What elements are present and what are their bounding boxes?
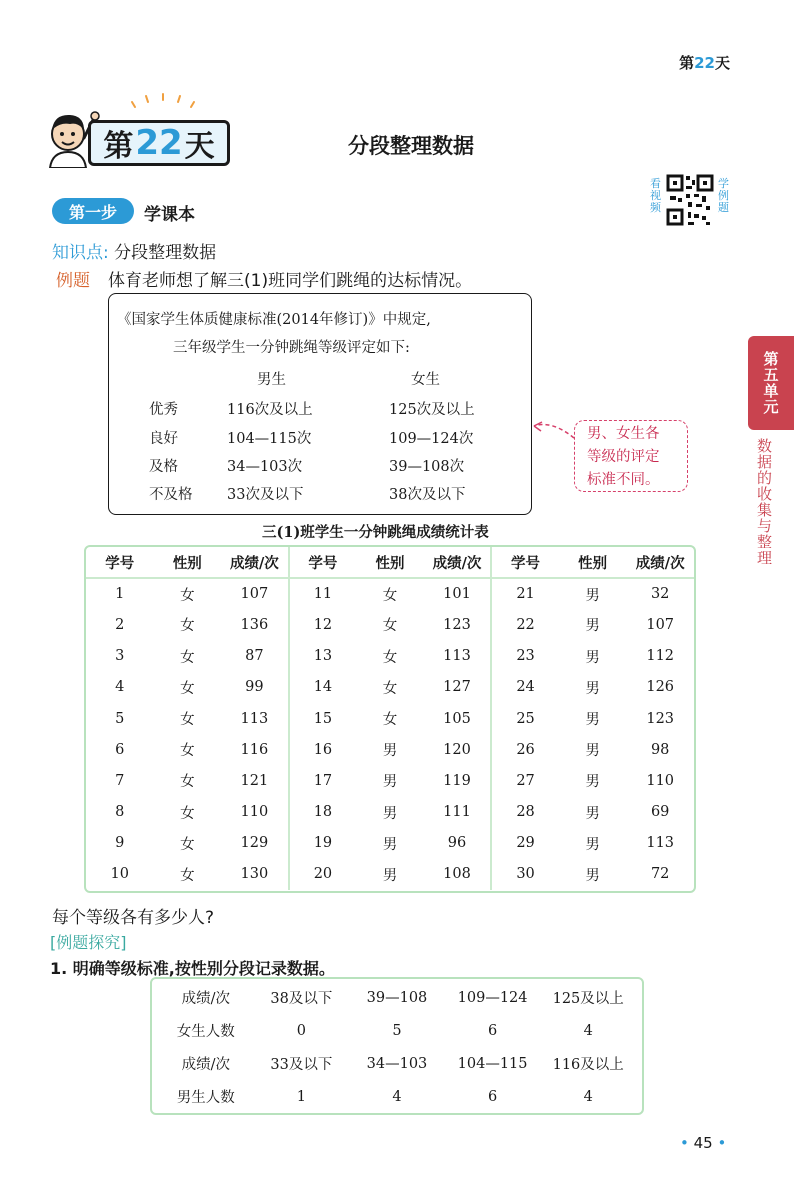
- count-cell: 34—103: [366, 1055, 428, 1072]
- explore-tag: [例题探究]: [50, 933, 127, 952]
- table-cell: 女: [180, 805, 195, 822]
- table-cell: 32: [650, 586, 670, 603]
- table-cell: 3: [115, 648, 125, 665]
- table-cell: 男: [382, 867, 398, 884]
- table-cell: 女: [180, 774, 195, 791]
- table-cell: 16: [289, 734, 357, 765]
- count-row-label: 女生人数: [176, 1024, 235, 1040]
- count-row-label: 成绩/次: [181, 1057, 230, 1073]
- standard-grade: 优秀: [149, 402, 178, 418]
- table-cell: 129: [240, 835, 269, 852]
- table-cell: 127: [443, 679, 471, 696]
- table-cell: 111: [443, 804, 471, 821]
- unit-subtitle: 数据的收集与整理: [755, 438, 773, 566]
- table-row: [86, 734, 694, 765]
- standard-col-girl: 女生: [411, 372, 440, 388]
- table-cell: 87: [245, 648, 264, 665]
- table-cell: 5: [115, 710, 125, 727]
- table-cell: 10: [110, 866, 129, 883]
- table-cell: 男: [585, 867, 600, 884]
- table-cell: 男: [585, 774, 600, 791]
- title-suffix: 天: [184, 129, 215, 164]
- table-cell: 18: [289, 797, 357, 828]
- table-cell: 女: [382, 587, 398, 604]
- table-cell: 27: [491, 765, 559, 796]
- standard-girl: 39—108次: [389, 459, 465, 475]
- page-dot-left-icon: •: [680, 1134, 689, 1152]
- sun-rays-icon: [130, 92, 200, 112]
- table-cell: 女: [180, 587, 195, 604]
- header-cell: 性别: [559, 547, 627, 578]
- table-cell: 男: [585, 649, 600, 666]
- table-cell: 105: [443, 710, 471, 727]
- table-cell: 男: [585, 712, 600, 729]
- table-cell: 123: [646, 710, 675, 727]
- count-cell: 104—115: [457, 1055, 528, 1072]
- table-cell: 101: [443, 586, 471, 603]
- knowledge-label: 知识点:: [52, 243, 109, 263]
- standard-grade: 良好: [149, 431, 178, 447]
- table-row: [86, 672, 694, 703]
- question-text: 每个等级各有多少人?: [52, 908, 215, 928]
- table-cell: 7: [115, 772, 125, 789]
- table-cell: 99: [245, 679, 264, 696]
- table-cell: 11: [289, 578, 357, 609]
- table-cell: 男: [382, 774, 398, 791]
- title-number: 22: [135, 123, 183, 163]
- count-row: [158, 1014, 636, 1047]
- knowledge-point: [52, 238, 216, 263]
- standard-girl: 125次及以上: [389, 402, 475, 418]
- standard-boy: 33次及以下: [227, 487, 304, 503]
- standard-girl: 109—124次: [389, 431, 474, 447]
- table-cell: 6: [115, 741, 125, 758]
- table-cell: 2: [115, 616, 125, 633]
- count-cell: 6: [487, 1022, 498, 1039]
- table-row: [86, 828, 694, 859]
- table-row: [86, 859, 694, 890]
- unit-tab[interactable]: 第五单元: [748, 336, 794, 430]
- standard-col-boy: 男生: [257, 372, 286, 388]
- table-cell: 98: [650, 741, 670, 758]
- day-header: [679, 52, 730, 73]
- table-cell: 15: [289, 703, 357, 734]
- count-cell: 0: [296, 1022, 306, 1039]
- count-cell: 4: [583, 1088, 593, 1105]
- table-cell: 123: [443, 616, 471, 633]
- standard-boy: 104—115次: [227, 431, 312, 447]
- score-table: [84, 545, 696, 893]
- table-cell: 69: [650, 804, 670, 821]
- count-cell: 6: [487, 1088, 498, 1105]
- table-cell: 29: [491, 828, 559, 859]
- table-cell: 女: [382, 649, 398, 666]
- standard-line-1: 《国家学生体质健康标准(2014年修订)》中规定,: [117, 312, 431, 328]
- table-row: [86, 703, 694, 734]
- table-cell: 21: [491, 578, 559, 609]
- table-row: [86, 641, 694, 672]
- count-cell: 116及以上: [552, 1057, 624, 1073]
- title-prefix: 第: [103, 129, 134, 164]
- step-title: 学课本: [144, 205, 195, 225]
- table-cell: 113: [240, 710, 269, 727]
- table-cell: 108: [443, 866, 471, 883]
- table-cell: 24: [491, 672, 559, 703]
- count-table: [150, 977, 644, 1115]
- qr-code-icon: [666, 172, 714, 228]
- header-cell: 性别: [356, 547, 424, 578]
- knowledge-text: 分段整理数据: [114, 243, 217, 263]
- standard-girl: 38次及以下: [389, 487, 466, 503]
- count-row: [158, 981, 636, 1014]
- count-cell: 1: [296, 1088, 306, 1105]
- count-cell: 4: [583, 1022, 593, 1039]
- page-number-value: 45: [693, 1134, 713, 1152]
- table-cell: 女: [180, 618, 195, 635]
- table-cell: 119: [443, 772, 471, 789]
- count-row-label: 成绩/次: [181, 991, 230, 1007]
- table-cell: 1: [115, 586, 125, 603]
- header-cell: 学号: [491, 547, 559, 578]
- table-cell: 男: [382, 743, 398, 760]
- table-cell: 110: [646, 772, 675, 789]
- table-cell: 13: [289, 641, 357, 672]
- standard-grade: 及格: [149, 459, 178, 475]
- table-cell: 72: [650, 866, 670, 883]
- table-cell: 女: [382, 618, 398, 635]
- table-cell: 96: [447, 835, 467, 852]
- table-cell: 男: [382, 805, 398, 822]
- table-cell: 女: [382, 712, 398, 729]
- callout-arrow-icon: [530, 418, 576, 440]
- example-text: 体育老师想了解三(1)班同学们跳绳的达标情况。: [108, 271, 473, 291]
- standard-box: [108, 293, 532, 515]
- standard-line-2: 三年级学生一分钟跳绳等级评定如下:: [173, 340, 410, 356]
- step1-heading: 1. 明确等级标准,按性别分段记录数据。: [50, 959, 335, 978]
- qr-code-area[interactable]: [648, 170, 732, 232]
- header-cell: 学号: [289, 547, 357, 578]
- table-cell: 120: [443, 741, 471, 758]
- count-cell: 38及以下: [270, 991, 333, 1007]
- table-cell: 26: [491, 734, 559, 765]
- table-header-row: [86, 547, 694, 578]
- callout-note: [574, 420, 688, 492]
- callout-line-1: 男、女生各: [587, 426, 660, 442]
- table-cell: 126: [646, 679, 675, 696]
- table-cell: 19: [289, 828, 357, 859]
- qr-right-text: 学例题: [718, 177, 729, 214]
- table-cell: 110: [240, 804, 269, 821]
- table-cell: 12: [289, 609, 357, 640]
- table-cell: 130: [240, 866, 269, 883]
- table-cell: 8: [115, 804, 125, 821]
- table-cell: 30: [491, 859, 559, 890]
- table-cell: 20: [289, 859, 357, 890]
- table-cell: 男: [585, 805, 600, 822]
- count-cell: 125及以上: [552, 991, 624, 1007]
- table-cell: 14: [289, 672, 357, 703]
- table-cell: 113: [443, 648, 471, 665]
- table-cell: 107: [646, 616, 675, 633]
- table-cell: 男: [585, 680, 600, 697]
- table-cell: 112: [646, 648, 675, 665]
- count-row: [158, 1080, 636, 1113]
- table-cell: 女: [382, 680, 398, 697]
- day-header-prefix: 第: [679, 54, 695, 72]
- example-tag: 例题: [56, 271, 90, 291]
- table-cell: 女: [180, 836, 195, 853]
- count-row-label: 男生人数: [176, 1090, 235, 1106]
- page-title: 分段整理数据: [348, 134, 474, 158]
- standard-grade: 不及格: [149, 487, 193, 503]
- page-number: [680, 1134, 726, 1152]
- table-cell: 136: [240, 616, 269, 633]
- table-cell: 男: [382, 836, 398, 853]
- table-row: [86, 797, 694, 828]
- page-dot-right-icon: •: [717, 1134, 727, 1152]
- count-cell: 4: [392, 1088, 402, 1105]
- table-cell: 男: [585, 743, 600, 760]
- count-cell: 5: [392, 1022, 402, 1039]
- step-pill: 第一步: [52, 198, 134, 224]
- table-row: [86, 609, 694, 640]
- count-cell: 39—108: [366, 989, 428, 1006]
- table-row: [86, 765, 694, 796]
- count-row: [158, 1047, 636, 1080]
- table-cell: 17: [289, 765, 357, 796]
- standard-boy: 34—103次: [227, 459, 303, 475]
- table-cell: 男: [585, 618, 600, 635]
- callout-line-2: 等级的评定: [587, 449, 660, 465]
- count-cell: 33及以下: [270, 1057, 333, 1073]
- table-cell: 女: [180, 649, 195, 666]
- table-cell: 28: [491, 797, 559, 828]
- table-row: [86, 578, 694, 609]
- table-cell: 4: [115, 679, 125, 696]
- day-header-number: 22: [694, 54, 715, 72]
- table-cell: 113: [646, 835, 675, 852]
- header-cell: 学号: [86, 547, 154, 578]
- standard-boy: 116次及以上: [227, 402, 313, 418]
- header-cell: 成绩/次: [221, 547, 289, 578]
- table-cell: 女: [180, 867, 195, 884]
- table-cell: 9: [115, 835, 125, 852]
- callout-line-3: 标准不同。: [587, 472, 660, 488]
- table-cell: 女: [180, 743, 195, 760]
- count-cell: 109—124: [457, 989, 528, 1006]
- qr-left-text: 看视频: [650, 177, 661, 214]
- day-header-suffix: 天: [714, 54, 730, 72]
- table-cell: 25: [491, 703, 559, 734]
- header-cell: 性别: [154, 547, 222, 578]
- table-caption: 三(1)班学生一分钟跳绳成绩统计表: [262, 524, 489, 541]
- table-cell: 121: [240, 772, 269, 789]
- table-cell: 107: [240, 586, 269, 603]
- table-cell: 男: [585, 836, 600, 853]
- table-cell: 22: [491, 609, 559, 640]
- table-cell: 女: [180, 712, 195, 729]
- title-badge: [88, 120, 230, 166]
- table-cell: 女: [180, 680, 195, 697]
- table-cell: 23: [491, 641, 559, 672]
- header-cell: 成绩/次: [424, 547, 492, 578]
- table-cell: 116: [240, 741, 269, 758]
- table-cell: 男: [585, 587, 600, 604]
- header-cell: 成绩/次: [626, 547, 694, 578]
